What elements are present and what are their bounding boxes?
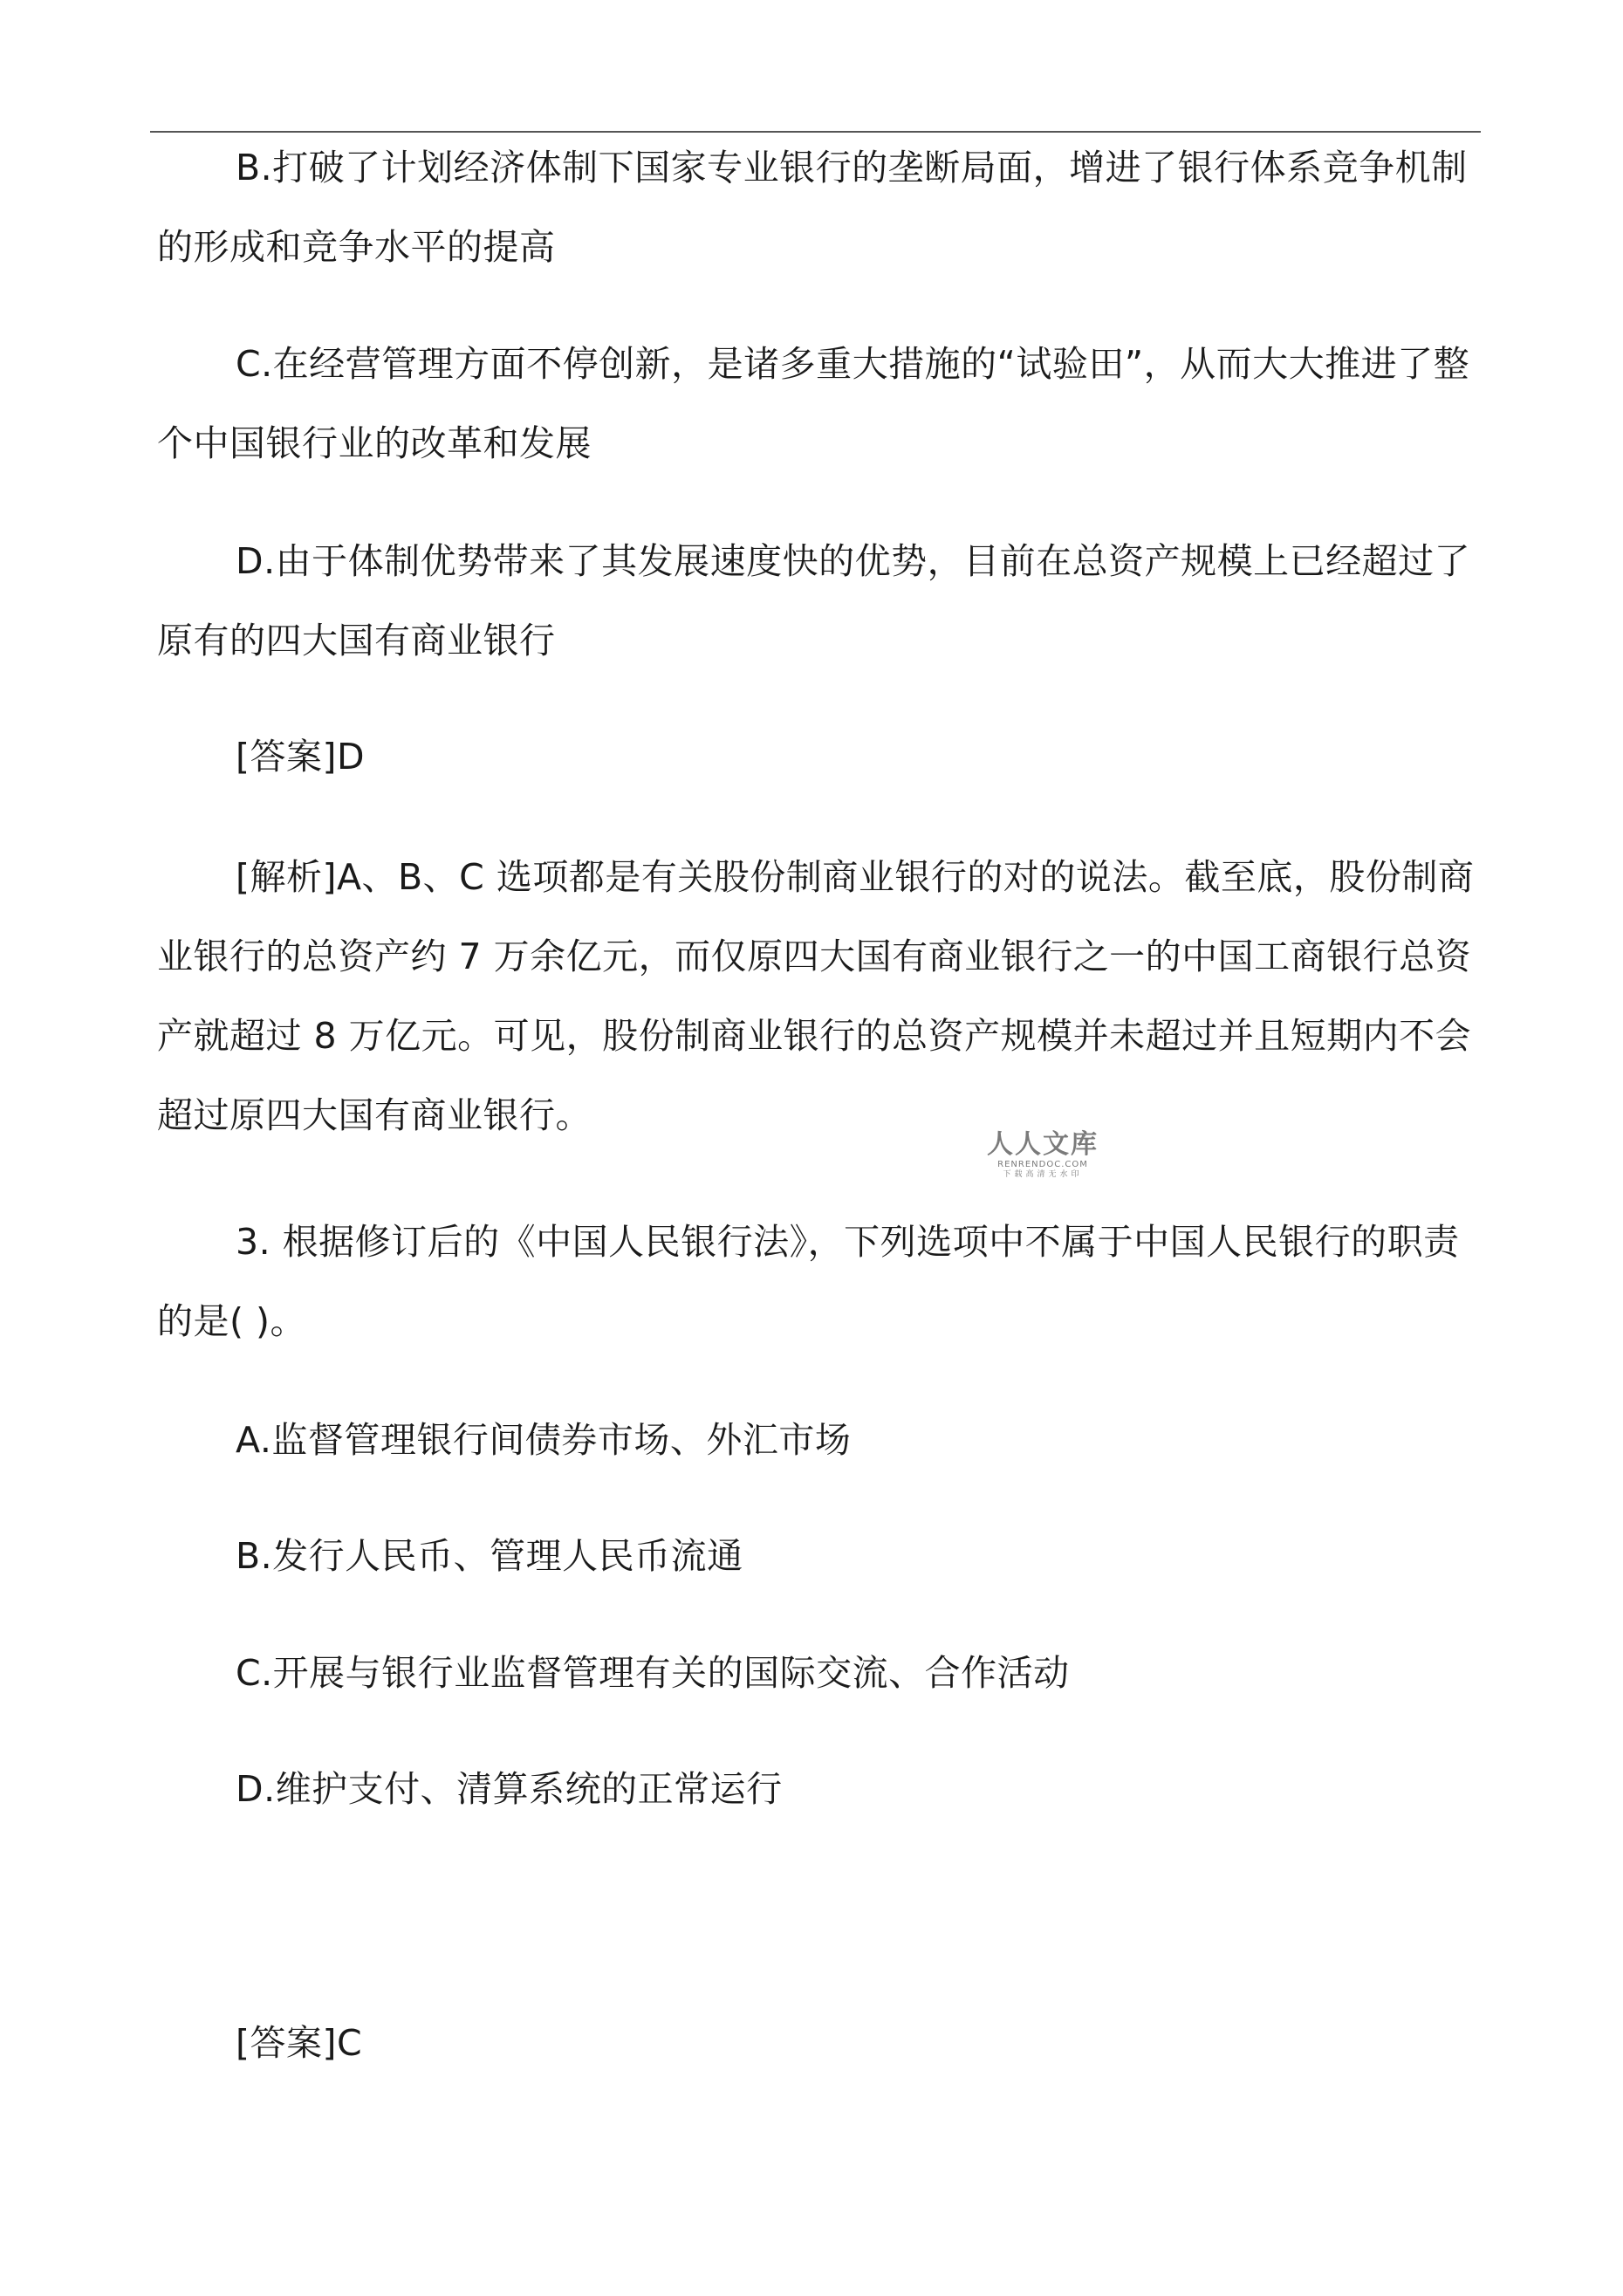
watermark-logo <box>982 1130 1104 1180</box>
option-d-paragraph: D.由于体制优势带来了其发展速度快的优势，目前在总资产规模上已经超过了原有的四大国有商业银行 <box>157 540 1471 661</box>
question-3-option-c: C.开展与银行业监督管理有关的国际交流、合作活动 <box>236 1652 1070 1694</box>
watermark-tagline: 下载高清无水印 <box>1003 1170 1083 1179</box>
explanation-paragraph: [解析]A、B、C 选项都是有关股份制商业银行的对的说法。截至底，股份制商业银行的总资产约 7 万余亿元，而仅原四大国有商业银行之一的中国工商银行总资产就超过 8 万亿元。可见，股份制商业银行的总资产规模并未超过并且短期内不会超过原四大国有商业银行。 <box>157 856 1475 1136</box>
question-3-paragraph: 3. 根据修订后的《中国人民银行法》，下列选项中不属于中国人民银行的职责的是( )。 <box>157 1221 1460 1342</box>
answer-label-2: [答案]C <box>236 2022 363 2064</box>
option-c-paragraph: C.在经营管理方面不停创新，是诸多重大措施的“试验田”，从而大大推进了整个中国银行业的改革和发展 <box>157 343 1470 464</box>
answer-label: [答案]D <box>236 736 366 778</box>
question-3-option-b: B.发行人民币、管理人民币流通 <box>236 1535 743 1577</box>
watermark-domain: RENRENDOC.COM <box>997 1160 1088 1169</box>
watermark-title: 人人文库 <box>987 1129 1099 1160</box>
option-b-paragraph: B.打破了计划经济体制下国家专业银行的垄断局面，增进了银行体系竞争机制的形成和竞争水平的提高 <box>157 147 1468 268</box>
question-3-option-d: D.维护支付、清算系统的正常运行 <box>236 1768 783 1810</box>
question-3-option-a: A.监督管理银行间债券市场、外汇市场 <box>236 1419 852 1461</box>
